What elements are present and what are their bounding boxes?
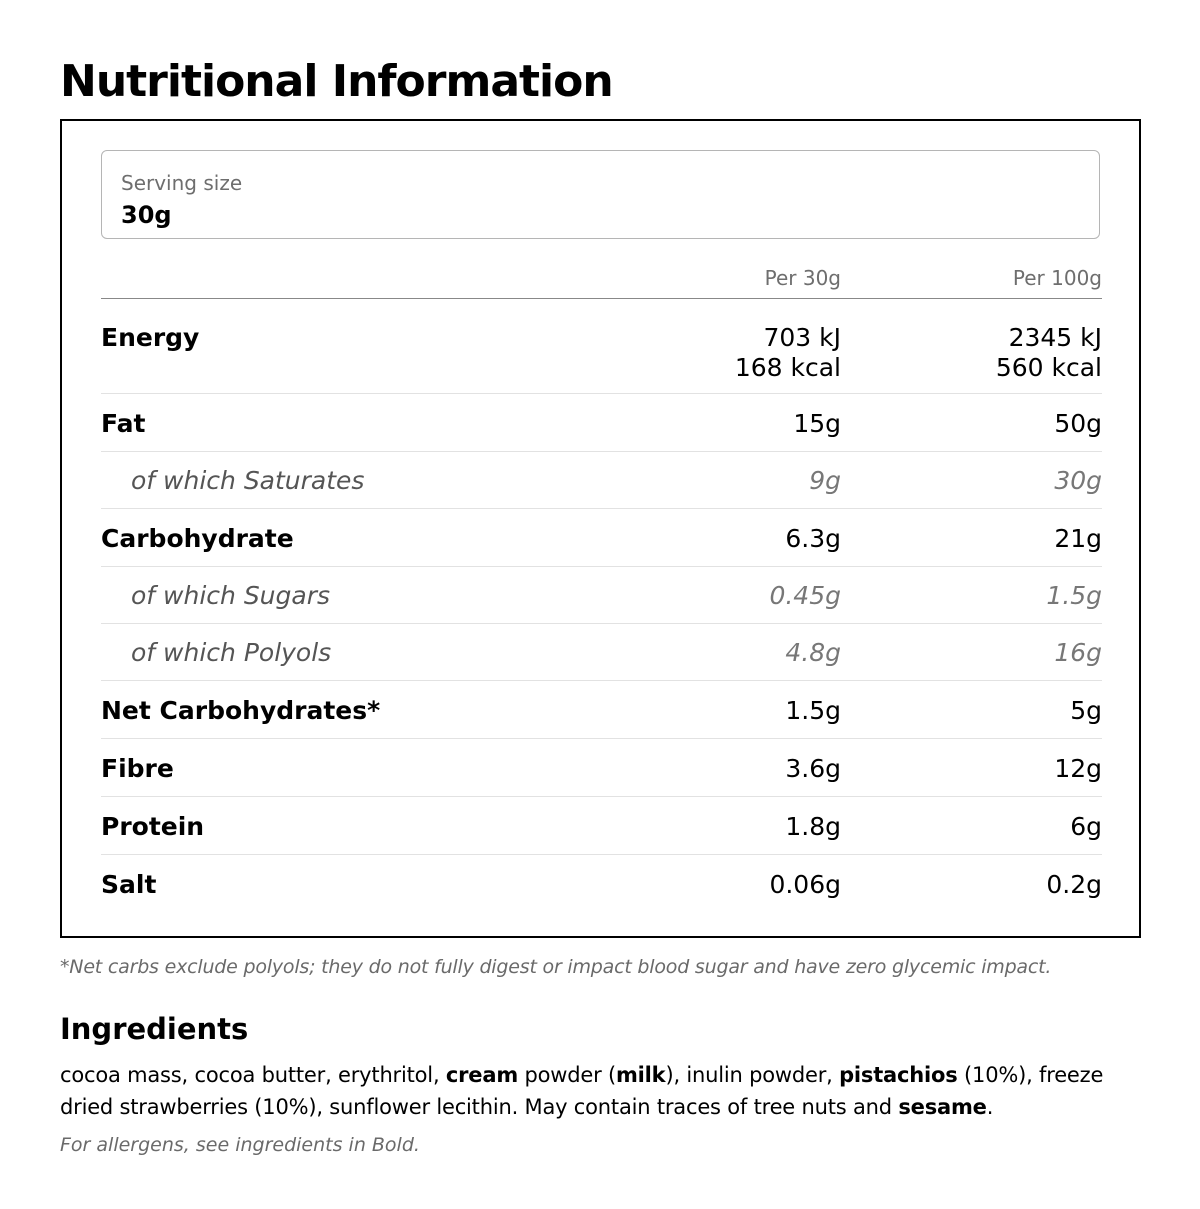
- value-per-serving: 3.6g: [785, 753, 841, 783]
- allergen-ingredient: cream: [445, 1063, 519, 1087]
- allergen-ingredient: sesame: [898, 1095, 987, 1119]
- column-header-per-100g: Per 100g: [1012, 266, 1102, 290]
- nutrition-row: [101, 567, 1102, 624]
- allergen-ingredient: milk: [616, 1063, 666, 1087]
- value-per-100g: 5g: [1070, 695, 1102, 725]
- value-per-serving: 4.8g: [785, 638, 841, 667]
- ingredient-text: cocoa mass, cocoa butter, erythritol,: [60, 1063, 446, 1087]
- value-per-serving: 1.5g: [785, 695, 841, 725]
- value-per-serving: 15g: [793, 408, 841, 438]
- nutrient-name: of which Saturates: [131, 466, 365, 495]
- nutrition-table: [101, 260, 1102, 912]
- value-per-100g: 12g: [1054, 753, 1102, 783]
- serving-size-label: Serving size: [121, 171, 243, 195]
- net-carbs-footnote: *Net carbs exclude polyols; they do not fully digest or impact blood sugar and have zero glycemic impact.: [60, 956, 1052, 978]
- nutrition-row: [101, 394, 1102, 452]
- allergen-note: For allergens, see ingredients in Bold.: [60, 1134, 420, 1156]
- value-per-100g: 21g: [1054, 523, 1102, 553]
- value-per-serving: 1.8g: [785, 811, 841, 841]
- value-per-serving: 9g: [809, 466, 841, 495]
- ingredient-text: (10%), freeze dried strawberries (10%), sunflower lecithin. May contain traces of tree nuts and: [60, 1063, 1104, 1119]
- value-per-100g: 6g: [1070, 811, 1102, 841]
- value-per-100g: 0.2g: [1046, 869, 1102, 899]
- nutrition-row: [101, 797, 1102, 855]
- nutrition-row: [101, 299, 1102, 394]
- serving-size-box: [101, 150, 1100, 239]
- value-per-100g: 16g: [1054, 638, 1102, 667]
- nutrient-name: Salt: [101, 869, 157, 899]
- column-header-per-serving: Per 30g: [764, 266, 841, 290]
- ingredient-text: .: [986, 1095, 994, 1119]
- nutrition-row: [101, 855, 1102, 912]
- value-per-100g: 1.5g: [1046, 581, 1102, 610]
- value-per-serving: 6.3g: [785, 523, 841, 553]
- nutrition-row: [101, 509, 1102, 567]
- value-per-100g: 2345 kJ 560 kcal: [995, 323, 1102, 382]
- value-per-serving: 0.06g: [769, 869, 841, 899]
- ingredient-text: powder (: [518, 1063, 616, 1087]
- value-per-100g: 50g: [1054, 408, 1102, 438]
- nutrient-name: Net Carbohydrates*: [101, 695, 381, 725]
- nutrition-row: [101, 624, 1102, 681]
- nutrition-row: [101, 681, 1102, 739]
- nutrition-panel: [60, 119, 1141, 938]
- serving-size-value: 30g: [121, 201, 172, 229]
- ingredients-title: Ingredients: [60, 1012, 249, 1046]
- nutrient-name: Energy: [101, 323, 200, 352]
- value-per-100g: 30g: [1054, 466, 1102, 495]
- value-per-serving: 703 kJ 168 kcal: [734, 323, 841, 382]
- nutrition-row: [101, 452, 1102, 509]
- nutrition-row: [101, 739, 1102, 797]
- table-header: [101, 260, 1102, 299]
- ingredients-text: [60, 1059, 1145, 1123]
- nutrient-name: Fibre: [101, 753, 174, 783]
- value-per-serving: 0.45g: [769, 581, 841, 610]
- page-title: Nutritional Information: [60, 56, 613, 107]
- nutrient-name: Carbohydrate: [101, 523, 294, 553]
- allergen-ingredient: pistachios: [839, 1063, 958, 1087]
- nutrition-rows: [101, 299, 1102, 912]
- nutrient-name: Protein: [101, 811, 205, 841]
- nutrient-name: Fat: [101, 408, 146, 438]
- ingredient-text: ), inulin powder,: [665, 1063, 840, 1087]
- nutrient-name: of which Polyols: [131, 638, 332, 667]
- nutrient-name: of which Sugars: [131, 581, 331, 610]
